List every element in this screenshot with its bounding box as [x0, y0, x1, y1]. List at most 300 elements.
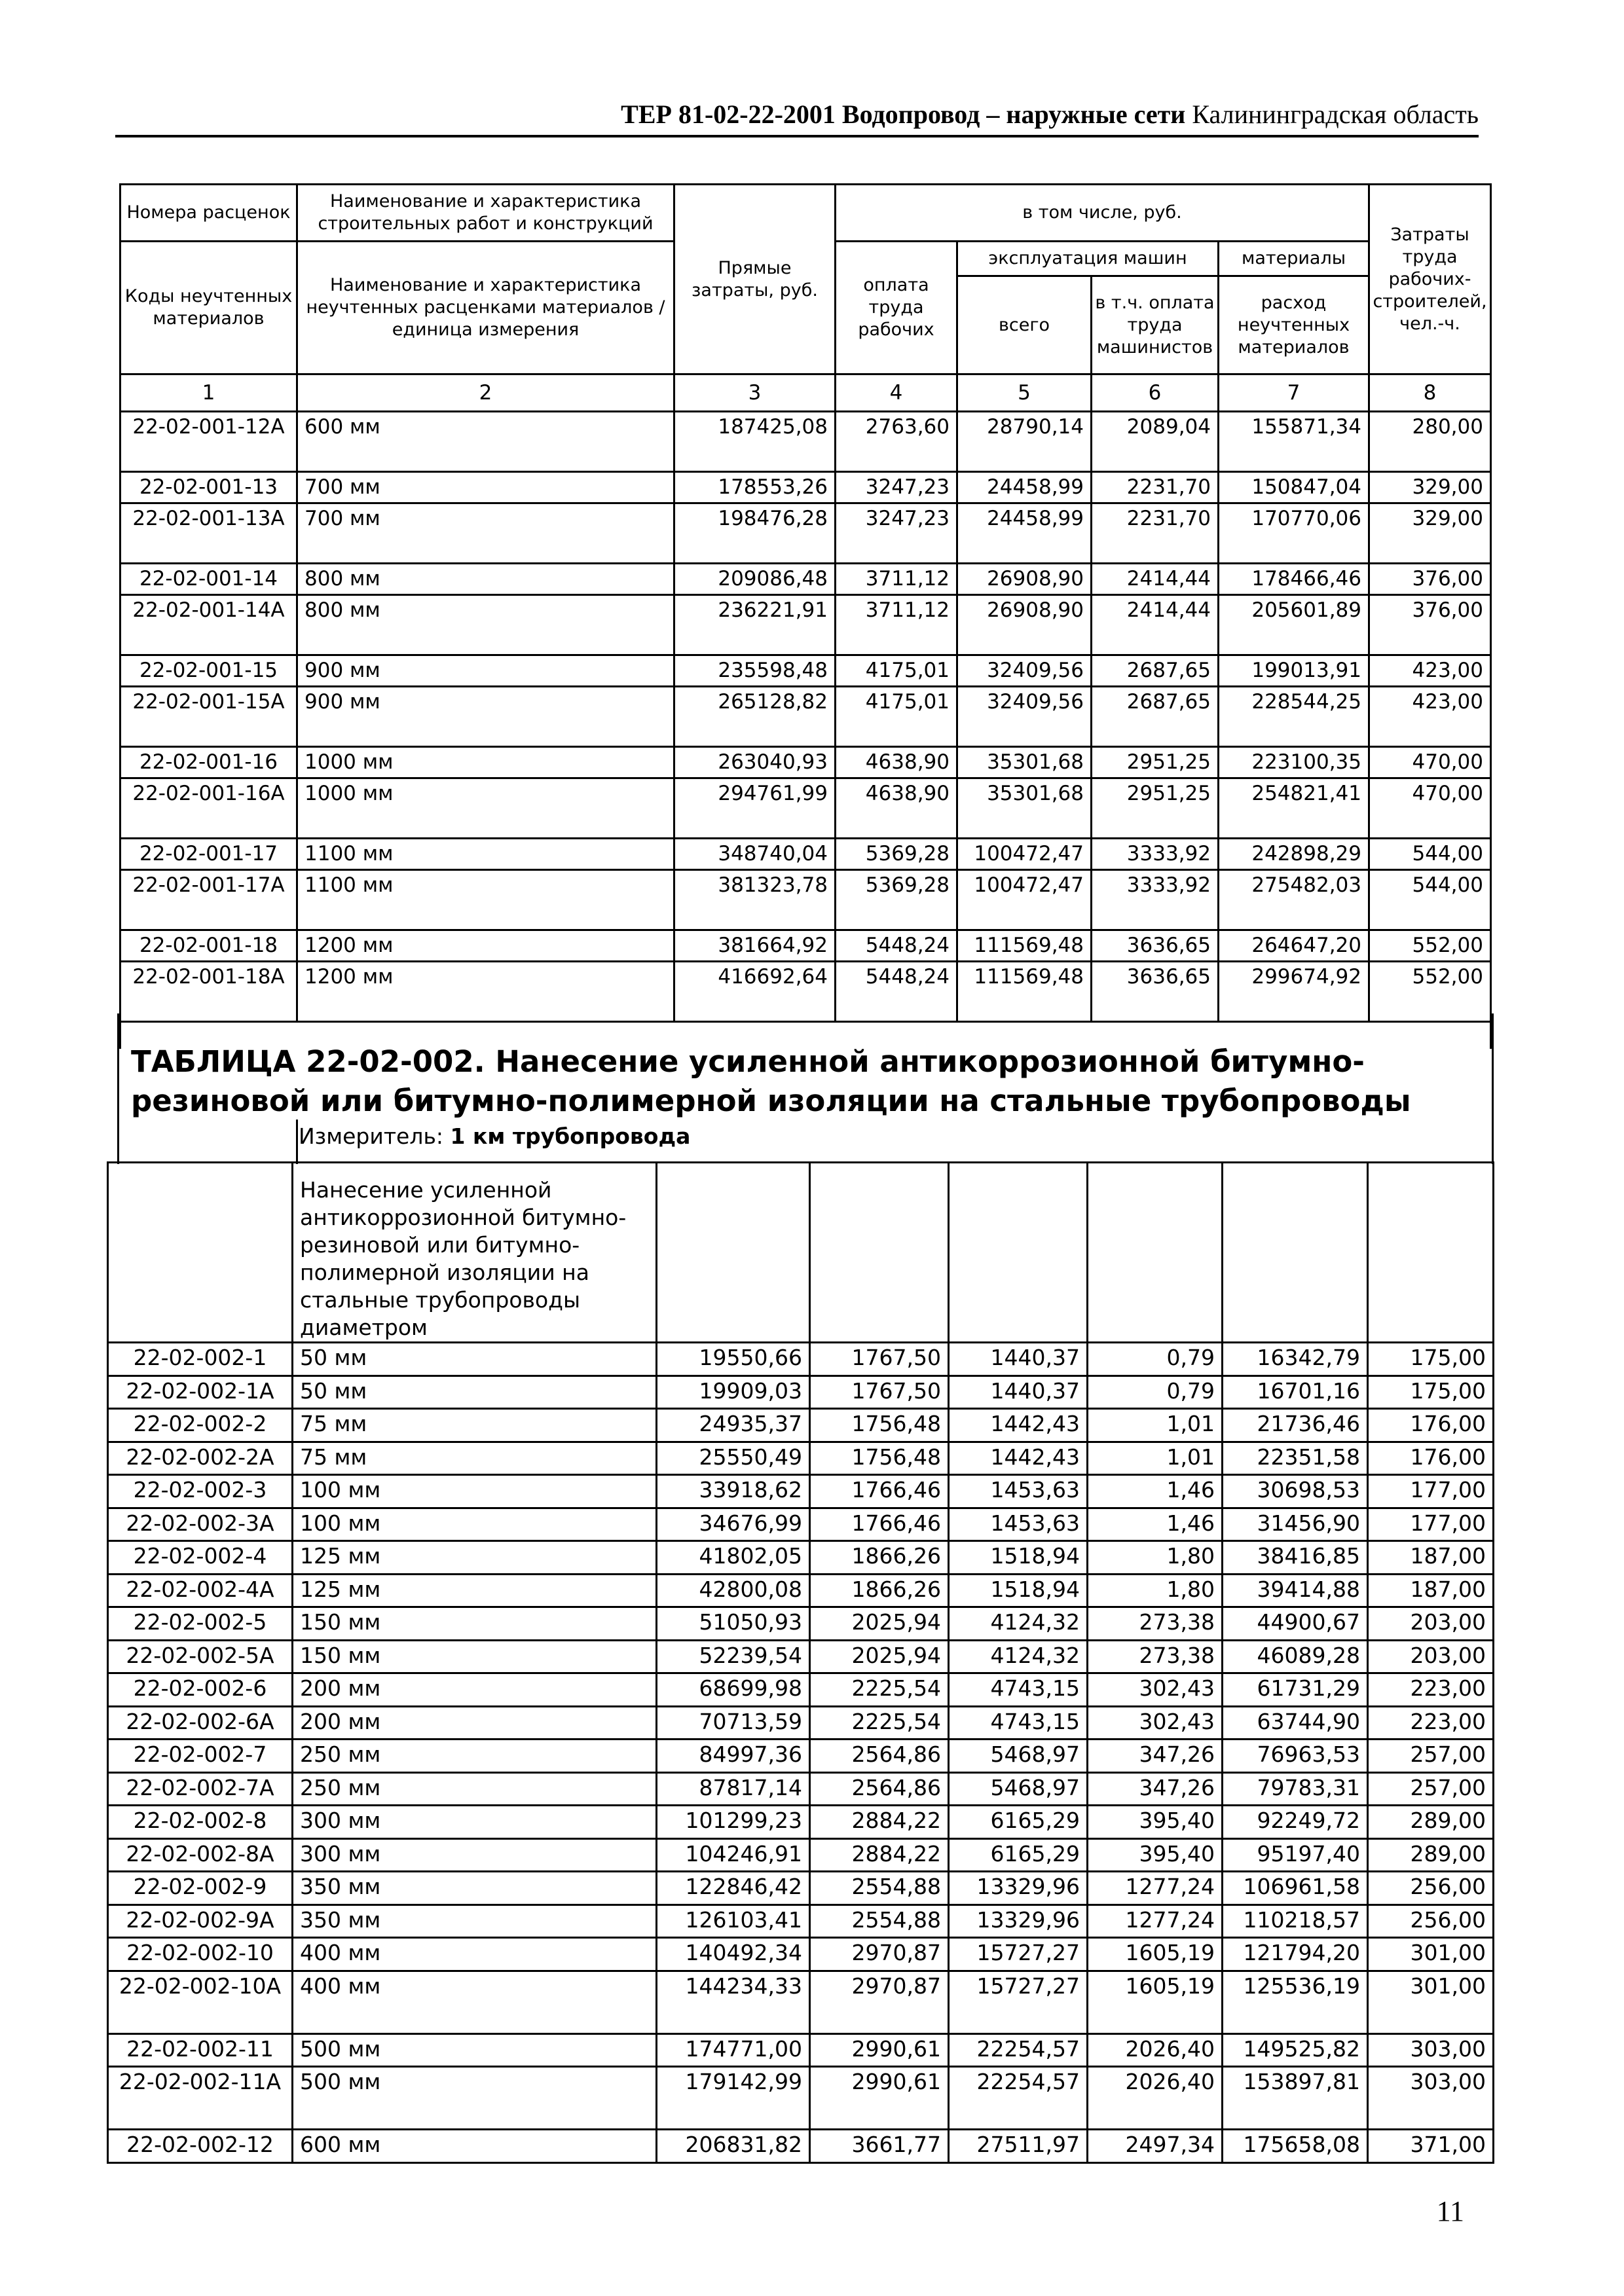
table-row: [108, 1904, 1494, 1938]
rate-value: 19909,03: [657, 1376, 810, 1409]
rate-value: 273,38: [1088, 1607, 1223, 1641]
rate-value: 22254,57: [949, 2067, 1088, 2130]
rate-name: 100 мм: [293, 1508, 657, 1541]
table-row: [108, 1838, 1494, 1872]
section-title: ТАБЛИЦА 22-02-002. Нанесение усиленной антикоррозионной битумно-резиновой или битумно-полимерной изоляции на стальные трубопроводы: [131, 1044, 1411, 1118]
table-row: [108, 1442, 1494, 1475]
rate-value: 303,00: [1368, 2067, 1494, 2130]
rate-value: 4175,01: [836, 655, 957, 687]
rate-value: 33918,62: [657, 1475, 810, 1508]
document-title: Водопровод – наружные сети: [841, 100, 1186, 129]
rate-value: 46089,28: [1223, 1640, 1368, 1673]
rate-name: 400 мм: [293, 1938, 657, 1971]
rate-name: 1200 мм: [297, 930, 674, 962]
rate-name: 300 мм: [293, 1806, 657, 1839]
rate-name: 1200 мм: [297, 962, 674, 1022]
table-row: [108, 1772, 1494, 1806]
rate-name: 1100 мм: [297, 870, 674, 930]
rate-value: 44900,67: [1223, 1607, 1368, 1641]
rate-value: 178553,26: [674, 472, 836, 503]
rate-code: 22-02-002-4А: [108, 1574, 293, 1607]
rate-value: 149525,82: [1223, 2033, 1368, 2067]
rate-value: 6165,29: [949, 1806, 1088, 1839]
rate-value: 150847,04: [1219, 472, 1369, 503]
rate-value: 16701,16: [1223, 1376, 1368, 1409]
unit-value: 1 км трубопровода: [450, 1123, 691, 1149]
rate-name: 700 мм: [297, 503, 674, 564]
column-number: 3: [674, 374, 836, 412]
rate-value: 5448,24: [836, 962, 957, 1022]
rate-code: 22-02-002-1: [108, 1343, 293, 1376]
rate-code: 22-02-001-14А: [120, 595, 297, 655]
rate-name: 1000 мм: [297, 778, 674, 839]
rate-value: 24458,99: [957, 472, 1092, 503]
rate-value: 111569,48: [957, 962, 1092, 1022]
rate-value: 15727,27: [949, 1971, 1088, 2033]
rate-code: 22-02-002-5: [108, 1607, 293, 1641]
rate-value: 153897,81: [1223, 2067, 1368, 2130]
rate-value: 22254,57: [949, 2033, 1088, 2067]
rate-value: 381323,78: [674, 870, 836, 930]
rate-value: 5468,97: [949, 1772, 1088, 1806]
head-material-name: Наименование и характеристика неучтенных расценками материалов / единица измерения: [297, 242, 674, 374]
rate-value: 51050,93: [657, 1607, 810, 1641]
rate-value: 381664,92: [674, 930, 836, 962]
rate-value: 223,00: [1368, 1673, 1494, 1707]
rate-value: 205601,89: [1219, 595, 1369, 655]
rate-value: 294761,99: [674, 778, 836, 839]
rate-value: 273,38: [1088, 1640, 1223, 1673]
rate-value: 2687,65: [1092, 655, 1219, 687]
rate-value: 175658,08: [1223, 2130, 1368, 2163]
rate-value: 1605,19: [1088, 1971, 1223, 2033]
rate-value: 84997,36: [657, 1740, 810, 1773]
table-row: [108, 1541, 1494, 1575]
rate-value: 5369,28: [836, 870, 957, 930]
rate-name: 400 мм: [293, 1971, 657, 2033]
rate-value: 26908,90: [957, 564, 1092, 595]
rate-code: 22-02-001-13А: [120, 503, 297, 564]
rate-value: 100472,47: [957, 870, 1092, 930]
rate-value: 1277,24: [1088, 1904, 1223, 1938]
head-material-codes: Коды неучтенных материалов: [120, 242, 297, 374]
rate-code: 22-02-002-9: [108, 1872, 293, 1905]
rate-value: 395,40: [1088, 1838, 1223, 1872]
rate-value: 3711,12: [836, 564, 957, 595]
rate-value: 199013,91: [1219, 655, 1369, 687]
rate-value: 122846,42: [657, 1872, 810, 1905]
rate-value: 4638,90: [836, 747, 957, 778]
rate-value: 13329,96: [949, 1904, 1088, 1938]
rate-code: 22-02-002-10А: [108, 1971, 293, 2033]
table-row: [108, 1872, 1494, 1905]
rate-value: 187,00: [1368, 1574, 1494, 1607]
rate-value: 376,00: [1369, 564, 1491, 595]
rate-value: 257,00: [1368, 1772, 1494, 1806]
table-row: [120, 778, 1491, 839]
rate-code: 22-02-002-8А: [108, 1838, 293, 1872]
head-materials: материалы: [1219, 242, 1369, 276]
table-row: [108, 1706, 1494, 1740]
rate-value: 144234,33: [657, 1971, 810, 2033]
rate-value: 27511,97: [949, 2130, 1088, 2163]
rate-value: 3636,65: [1092, 930, 1219, 962]
table-row: [108, 1971, 1494, 2033]
table-row: [108, 1574, 1494, 1607]
rate-value: 24935,37: [657, 1409, 810, 1442]
table-row: [120, 595, 1491, 655]
rate-value: 1,80: [1088, 1574, 1223, 1607]
rate-value: 301,00: [1368, 1938, 1494, 1971]
rate-value: 2951,25: [1092, 778, 1219, 839]
rate-value: 4638,90: [836, 778, 957, 839]
rate-name: 200 мм: [293, 1706, 657, 1740]
rate-name: 100 мм: [293, 1475, 657, 1508]
column-number: 6: [1092, 374, 1219, 412]
rate-value: 32409,56: [957, 687, 1092, 747]
rate-value: 395,40: [1088, 1806, 1223, 1839]
rate-value: 228544,25: [1219, 687, 1369, 747]
rate-value: 236221,91: [674, 595, 836, 655]
rate-value: 155871,34: [1219, 412, 1369, 472]
rate-value: 1605,19: [1088, 1938, 1223, 1971]
rate-code: 22-02-001-15: [120, 655, 297, 687]
rate-value: 24458,99: [957, 503, 1092, 564]
rate-value: 1756,48: [810, 1409, 949, 1442]
rate-value: 223100,35: [1219, 747, 1369, 778]
rate-name: 800 мм: [297, 595, 674, 655]
column-number: 7: [1219, 374, 1369, 412]
section-unit: [299, 1123, 690, 1149]
rate-code: 22-02-001-18: [120, 930, 297, 962]
rate-code: 22-02-002-6А: [108, 1706, 293, 1740]
rate-code: 22-02-002-5А: [108, 1640, 293, 1673]
rate-name: 50 мм: [293, 1343, 657, 1376]
rate-value: 289,00: [1368, 1838, 1494, 1872]
rate-value: 5468,97: [949, 1740, 1088, 1773]
head-machines: эксплуатация машин: [957, 242, 1219, 276]
rate-value: 254821,41: [1219, 778, 1369, 839]
rate-value: 264647,20: [1219, 930, 1369, 962]
table-row: [120, 839, 1491, 870]
table-row: [108, 1508, 1494, 1541]
rate-value: 0,79: [1088, 1343, 1223, 1376]
rate-value: 3636,65: [1092, 962, 1219, 1022]
rate-value: 170770,06: [1219, 503, 1369, 564]
table-row: [108, 2067, 1494, 2130]
rate-name: 50 мм: [293, 1376, 657, 1409]
table-row: [108, 1376, 1494, 1409]
rate-code: 22-02-001-18А: [120, 962, 297, 1022]
head-work-name: Наименование и характеристика строительных работ и конструкций: [297, 185, 674, 242]
table-row: [108, 1343, 1494, 1376]
rate-value: 1,01: [1088, 1442, 1223, 1475]
rates-table-002: [107, 1161, 1494, 2164]
rate-code: 22-02-002-3: [108, 1475, 293, 1508]
rate-value: 544,00: [1369, 839, 1491, 870]
rate-value: 2990,61: [810, 2033, 949, 2067]
section-intro: Нанесение усиленной антикоррозионной битумно-резиновой или битумно-полимерной изоляции на стальные трубопроводы диаметром: [293, 1163, 657, 1343]
rate-value: 2884,22: [810, 1838, 949, 1872]
rate-value: 19550,66: [657, 1343, 810, 1376]
rate-value: 552,00: [1369, 962, 1491, 1022]
rate-value: 2089,04: [1092, 412, 1219, 472]
head-including: в том числе, руб.: [836, 185, 1369, 242]
rate-value: 198476,28: [674, 503, 836, 564]
rate-value: 4124,32: [949, 1607, 1088, 1641]
head-worker-pay: оплата труда рабочих: [836, 242, 957, 374]
rate-value: 1442,43: [949, 1409, 1088, 1442]
rate-value: 2564,86: [810, 1740, 949, 1773]
rate-value: 2951,25: [1092, 747, 1219, 778]
rate-value: 1866,26: [810, 1541, 949, 1575]
rate-value: 6165,29: [949, 1838, 1088, 1872]
rate-name: 150 мм: [293, 1607, 657, 1641]
table-row: [108, 2033, 1494, 2067]
rate-value: 2231,70: [1092, 503, 1219, 564]
document-region: Калининградская область: [1192, 100, 1479, 129]
rate-value: 223,00: [1368, 1706, 1494, 1740]
rate-value: 423,00: [1369, 655, 1491, 687]
rate-value: 1442,43: [949, 1442, 1088, 1475]
table-row: [108, 1409, 1494, 1442]
rate-name: 75 мм: [293, 1442, 657, 1475]
rate-value: 15727,27: [949, 1938, 1088, 1971]
column-number: 4: [836, 374, 957, 412]
rate-value: 174771,00: [657, 2033, 810, 2067]
rate-code: 22-02-002-11А: [108, 2067, 293, 2130]
rate-code: 22-02-001-15А: [120, 687, 297, 747]
rate-value: 32409,56: [957, 655, 1092, 687]
rate-value: 544,00: [1369, 870, 1491, 930]
rate-value: 2414,44: [1092, 564, 1219, 595]
rate-name: 125 мм: [293, 1574, 657, 1607]
rate-value: 2231,70: [1092, 472, 1219, 503]
rate-code: 22-02-002-12: [108, 2130, 293, 2163]
rate-value: 203,00: [1368, 1607, 1494, 1641]
page-header: [115, 98, 1479, 137]
rate-value: 329,00: [1369, 503, 1491, 564]
rate-code: 22-02-001-14: [120, 564, 297, 595]
rate-value: 2025,94: [810, 1640, 949, 1673]
rate-value: 5448,24: [836, 930, 957, 962]
rate-value: 1766,46: [810, 1475, 949, 1508]
table-row: [120, 870, 1491, 930]
rate-value: 31456,90: [1223, 1508, 1368, 1541]
rate-name: 900 мм: [297, 687, 674, 747]
table-row: [120, 412, 1491, 472]
rate-value: 176,00: [1368, 1442, 1494, 1475]
rate-value: 256,00: [1368, 1872, 1494, 1905]
rate-value: 3247,23: [836, 503, 957, 564]
rate-value: 256,00: [1368, 1904, 1494, 1938]
rate-value: 416692,64: [674, 962, 836, 1022]
rate-value: 3661,77: [810, 2130, 949, 2163]
table-row: [108, 1938, 1494, 1971]
rate-value: 235598,48: [674, 655, 836, 687]
rate-value: 3333,92: [1092, 870, 1219, 930]
table-row: [120, 472, 1491, 503]
column-number: 1: [120, 374, 297, 412]
rate-value: 95197,40: [1223, 1838, 1368, 1872]
rate-value: 100472,47: [957, 839, 1092, 870]
rate-value: 101299,23: [657, 1806, 810, 1839]
column-number: 2: [297, 374, 674, 412]
rate-value: 348740,04: [674, 839, 836, 870]
rate-code: 22-02-002-7: [108, 1740, 293, 1773]
rate-value: 470,00: [1369, 747, 1491, 778]
rate-value: 2970,87: [810, 1938, 949, 1971]
rate-value: 111569,48: [957, 930, 1092, 962]
rate-value: 178466,46: [1219, 564, 1369, 595]
rate-value: 263040,93: [674, 747, 836, 778]
rate-value: 21736,46: [1223, 1409, 1368, 1442]
rate-name: 600 мм: [293, 2130, 657, 2163]
rate-value: 203,00: [1368, 1640, 1494, 1673]
rate-name: 300 мм: [293, 1838, 657, 1872]
rate-value: 35301,68: [957, 778, 1092, 839]
head-machines-total: всего: [957, 276, 1092, 374]
head-rate-numbers: Номера расценок: [120, 185, 297, 242]
rate-value: 121794,20: [1223, 1938, 1368, 1971]
rate-value: 371,00: [1368, 2130, 1494, 2163]
rate-value: 376,00: [1369, 595, 1491, 655]
rate-value: 1518,94: [949, 1574, 1088, 1607]
rate-name: 125 мм: [293, 1541, 657, 1575]
rate-name: 500 мм: [293, 2067, 657, 2130]
rate-value: 329,00: [1369, 472, 1491, 503]
rate-code: 22-02-001-16: [120, 747, 297, 778]
rate-name: 500 мм: [293, 2033, 657, 2067]
rate-value: 4124,32: [949, 1640, 1088, 1673]
rate-value: 289,00: [1368, 1806, 1494, 1839]
table-row: [108, 1640, 1494, 1673]
head-machinist-pay: в т.ч. оплата труда машинистов: [1092, 276, 1219, 374]
rate-name: 600 мм: [297, 412, 674, 472]
rate-value: 1766,46: [810, 1508, 949, 1541]
rate-code: 22-02-001-12А: [120, 412, 297, 472]
rate-value: 3247,23: [836, 472, 957, 503]
table-row: [120, 655, 1491, 687]
rate-value: 42800,08: [657, 1574, 810, 1607]
rate-code: 22-02-001-16А: [120, 778, 297, 839]
rate-value: 2414,44: [1092, 595, 1219, 655]
rate-value: 187,00: [1368, 1541, 1494, 1575]
rate-value: 1,46: [1088, 1508, 1223, 1541]
rate-value: 2564,86: [810, 1772, 949, 1806]
rate-code: 22-02-002-3А: [108, 1508, 293, 1541]
rate-value: 1453,63: [949, 1508, 1088, 1541]
rate-name: 1100 мм: [297, 839, 674, 870]
rate-value: 257,00: [1368, 1740, 1494, 1773]
rate-value: 175,00: [1368, 1376, 1494, 1409]
rate-value: 2025,94: [810, 1607, 949, 1641]
rate-value: 68699,98: [657, 1673, 810, 1707]
rate-name: 1000 мм: [297, 747, 674, 778]
rate-value: 1453,63: [949, 1475, 1088, 1508]
rate-value: 1866,26: [810, 1574, 949, 1607]
head-direct-costs: Прямые затраты, руб.: [674, 185, 836, 374]
rate-value: 4743,15: [949, 1706, 1088, 1740]
rate-value: 13329,96: [949, 1872, 1088, 1905]
rate-value: 2497,34: [1088, 2130, 1223, 2163]
rate-value: 28790,14: [957, 412, 1092, 472]
rate-value: 302,43: [1088, 1706, 1223, 1740]
rate-name: 350 мм: [293, 1904, 657, 1938]
rate-value: 79783,31: [1223, 1772, 1368, 1806]
rate-name: 250 мм: [293, 1772, 657, 1806]
rate-value: 1518,94: [949, 1541, 1088, 1575]
rate-value: 175,00: [1368, 1343, 1494, 1376]
rate-code: 22-02-001-17: [120, 839, 297, 870]
rate-value: 303,00: [1368, 2033, 1494, 2067]
rate-code: 22-02-002-2: [108, 1409, 293, 1442]
table-row: [120, 687, 1491, 747]
rate-value: 140492,34: [657, 1938, 810, 1971]
rate-value: 280,00: [1369, 412, 1491, 472]
page-number: 11: [1436, 2195, 1464, 2227]
rate-value: 209086,48: [674, 564, 836, 595]
rate-value: 4175,01: [836, 687, 957, 747]
rate-value: 0,79: [1088, 1376, 1223, 1409]
rate-value: 470,00: [1369, 778, 1491, 839]
rate-value: 1756,48: [810, 1442, 949, 1475]
rates-table-001: [119, 183, 1492, 1049]
rate-value: 2763,60: [836, 412, 957, 472]
rate-value: 126103,41: [657, 1904, 810, 1938]
rate-value: 25550,49: [657, 1442, 810, 1475]
rate-value: 2554,88: [810, 1872, 949, 1905]
rate-code: 22-02-002-6: [108, 1673, 293, 1707]
rate-name: 150 мм: [293, 1640, 657, 1673]
rate-value: 22351,58: [1223, 1442, 1368, 1475]
rate-value: 26908,90: [957, 595, 1092, 655]
rate-value: 3333,92: [1092, 839, 1219, 870]
rate-value: 347,26: [1088, 1772, 1223, 1806]
rate-value: 1,80: [1088, 1541, 1223, 1575]
head-labor-costs: Затраты труда рабочих-строителей, чел.-ч.: [1369, 185, 1491, 374]
rate-value: 1767,50: [810, 1376, 949, 1409]
table-row: [108, 1607, 1494, 1641]
rate-value: 179142,99: [657, 2067, 810, 2130]
table-row: [108, 1673, 1494, 1707]
rate-code: 22-02-002-9А: [108, 1904, 293, 1938]
rate-value: 2225,54: [810, 1706, 949, 1740]
rate-name: 350 мм: [293, 1872, 657, 1905]
rate-value: 177,00: [1368, 1475, 1494, 1508]
table-row: [120, 564, 1491, 595]
rate-value: 34676,99: [657, 1508, 810, 1541]
table-row: [108, 2130, 1494, 2163]
table-row: [108, 1740, 1494, 1773]
rate-name: 75 мм: [293, 1409, 657, 1442]
rate-value: 92249,72: [1223, 1806, 1368, 1839]
rate-value: 61731,29: [1223, 1673, 1368, 1707]
rate-value: 302,43: [1088, 1673, 1223, 1707]
unit-label: Измеритель:: [299, 1123, 444, 1149]
rate-code: 22-02-002-8: [108, 1806, 293, 1839]
rate-value: 63744,90: [1223, 1706, 1368, 1740]
table-row: [120, 962, 1491, 1022]
rate-value: 3711,12: [836, 595, 957, 655]
rate-code: 22-02-002-4: [108, 1541, 293, 1575]
rate-value: 2990,61: [810, 2067, 949, 2130]
rate-value: 176,00: [1368, 1409, 1494, 1442]
rate-value: 70713,59: [657, 1706, 810, 1740]
rate-name: 200 мм: [293, 1673, 657, 1707]
table-row: [120, 930, 1491, 962]
rate-code: 22-02-002-7А: [108, 1772, 293, 1806]
